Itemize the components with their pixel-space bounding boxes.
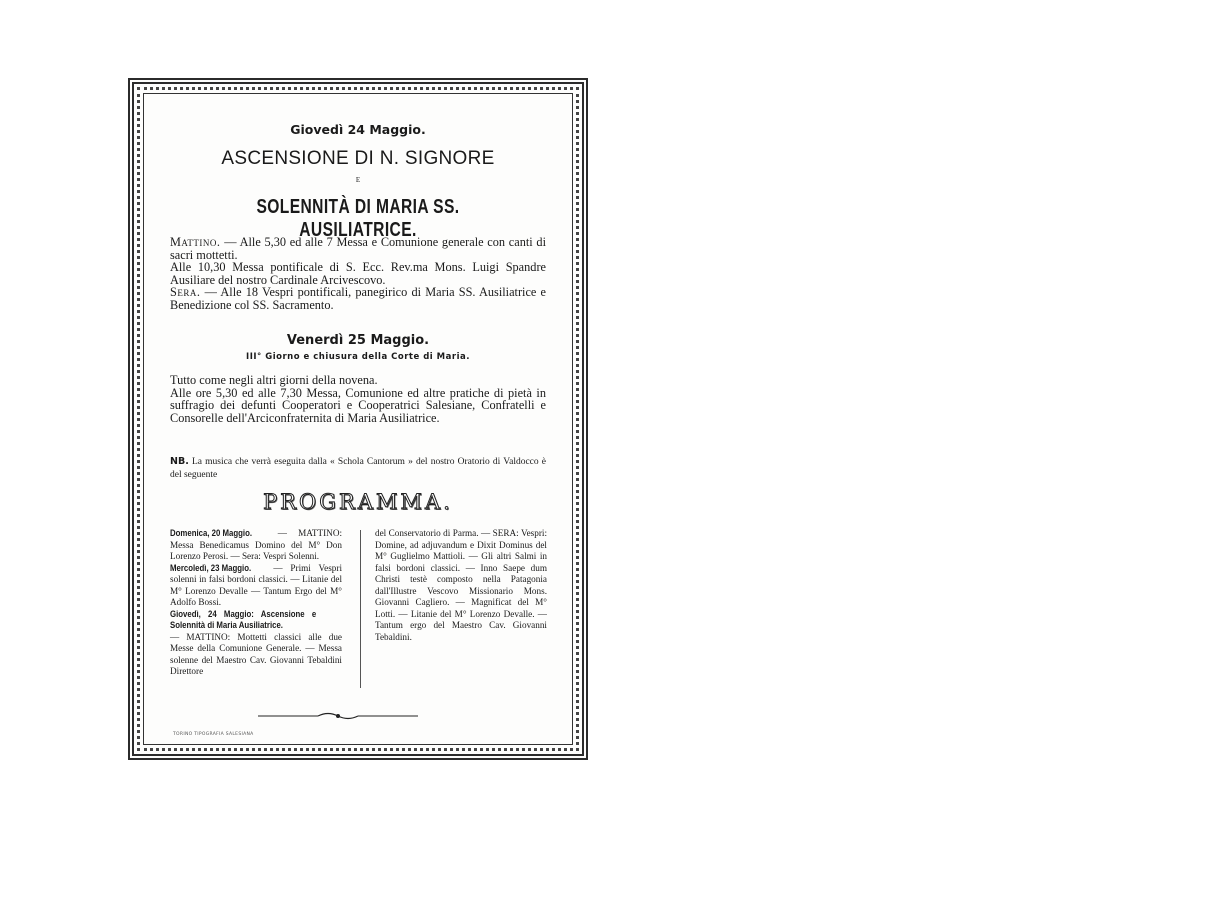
friday-subtitle: III° Giorno e chiusura della Corte di Maria. — [246, 352, 470, 362]
nb-label: NB. — [170, 456, 189, 467]
column-divider — [360, 530, 361, 688]
friday-line-2: Alle ore 5,30 ed alle 7,30 Messa, Comunione ed altre pratiche di pietà in suffragio dei defunti Cooperatori e Cooperatrici Salesiane, Confratelli e Consorelle dell'Arciconfraternita di Maria Ausiliatrice. — [170, 385, 546, 425]
mattino-paragraph: Mattino. — Alle 5,30 ed alle 7 Messa e Comunione generale con canti di sacri mottetti. — [170, 235, 546, 262]
nb-text: La musica che verrà eseguita dalla « Schola Cantorum » del nostro Oratorio di Valdocco è del seguente — [170, 457, 547, 480]
nota-bene — [170, 455, 546, 482]
feast-title-solemnity: SOLENNITÀ DI MARIA SS. AUSILIATRICE. — [256, 196, 460, 241]
thursday-schedule — [170, 236, 546, 312]
document-page — [128, 78, 588, 760]
program-entry: del Conservatorio di Parma. — SERA: Vespri: Domine, ad adjuvandum e Dixit Dominus del M° Guglielmo Mattioli. — Gli altri Salmi in falsi bordoni classici. — Inno Saepe dum Christi testè composto nella Patagonia dall'Illustre Vescovo Missionario Mons. Giovanni Cagliero. — Magnificat del M° Lotti. — Litanie del M° Lorenzo Devalle. — Tantum ergo del Maestro Cav. Giovanni Tebaldini. — [375, 528, 547, 642]
conjunction: E — [355, 176, 361, 184]
program-entry: Giovedì, 24 Maggio: Ascensione e Solennità di Maria Ausiliatrice. — MATTINO: Mottetti classici alle due Messe della Comunione Generale. — Messa solenne del Maestro Cav. Giovanni Tebaldini Direttore — [170, 608, 342, 676]
programma-left-column — [170, 528, 342, 678]
day-heading-thursday: Giovedì 24 Maggio. — [290, 122, 426, 137]
day-heading-friday: Venerdì 25 Maggio. — [286, 333, 430, 348]
friday-line-1: Tutto come negli altri giorni della novena. — [170, 373, 378, 387]
feast-title-ascension: ASCENSIONE DI N. SIGNORE — [221, 148, 495, 169]
messa-paragraph: Alle 10,30 Messa pontificale di S. Ecc. Rev.ma Mons. Luigi Spandre Ausiliare del nostro Cardinale Arcivescovo. — [170, 260, 546, 287]
sera-paragraph: Sera. — Alle 18 Vespri pontificali, panegirico di Maria SS. Ausiliatrice e Benedizione col SS. Sacramento. — [170, 285, 547, 312]
ornament-divider-icon — [258, 711, 418, 721]
program-entry: Mercoledì, 23 Maggio. — Primi Vespri solenni in falsi bordoni classici. — Litanie del M° Lorenzo Devalle — Tantum Ergo del M° Adolfo Bossi. — [170, 562, 342, 607]
printer-imprint: TORINO TIPOGRAFIA SALESIANA — [173, 732, 254, 737]
program-entry: Domenica, 20 Maggio. — MATTINO: Messa Benedicamus Domino del M° Don Lorenzo Perosi. — Sera: Vespri Solenni. — [170, 528, 343, 561]
friday-schedule — [170, 374, 546, 424]
programma-right-column — [375, 528, 547, 643]
programma-title: PROGRAMMA. — [263, 490, 453, 514]
